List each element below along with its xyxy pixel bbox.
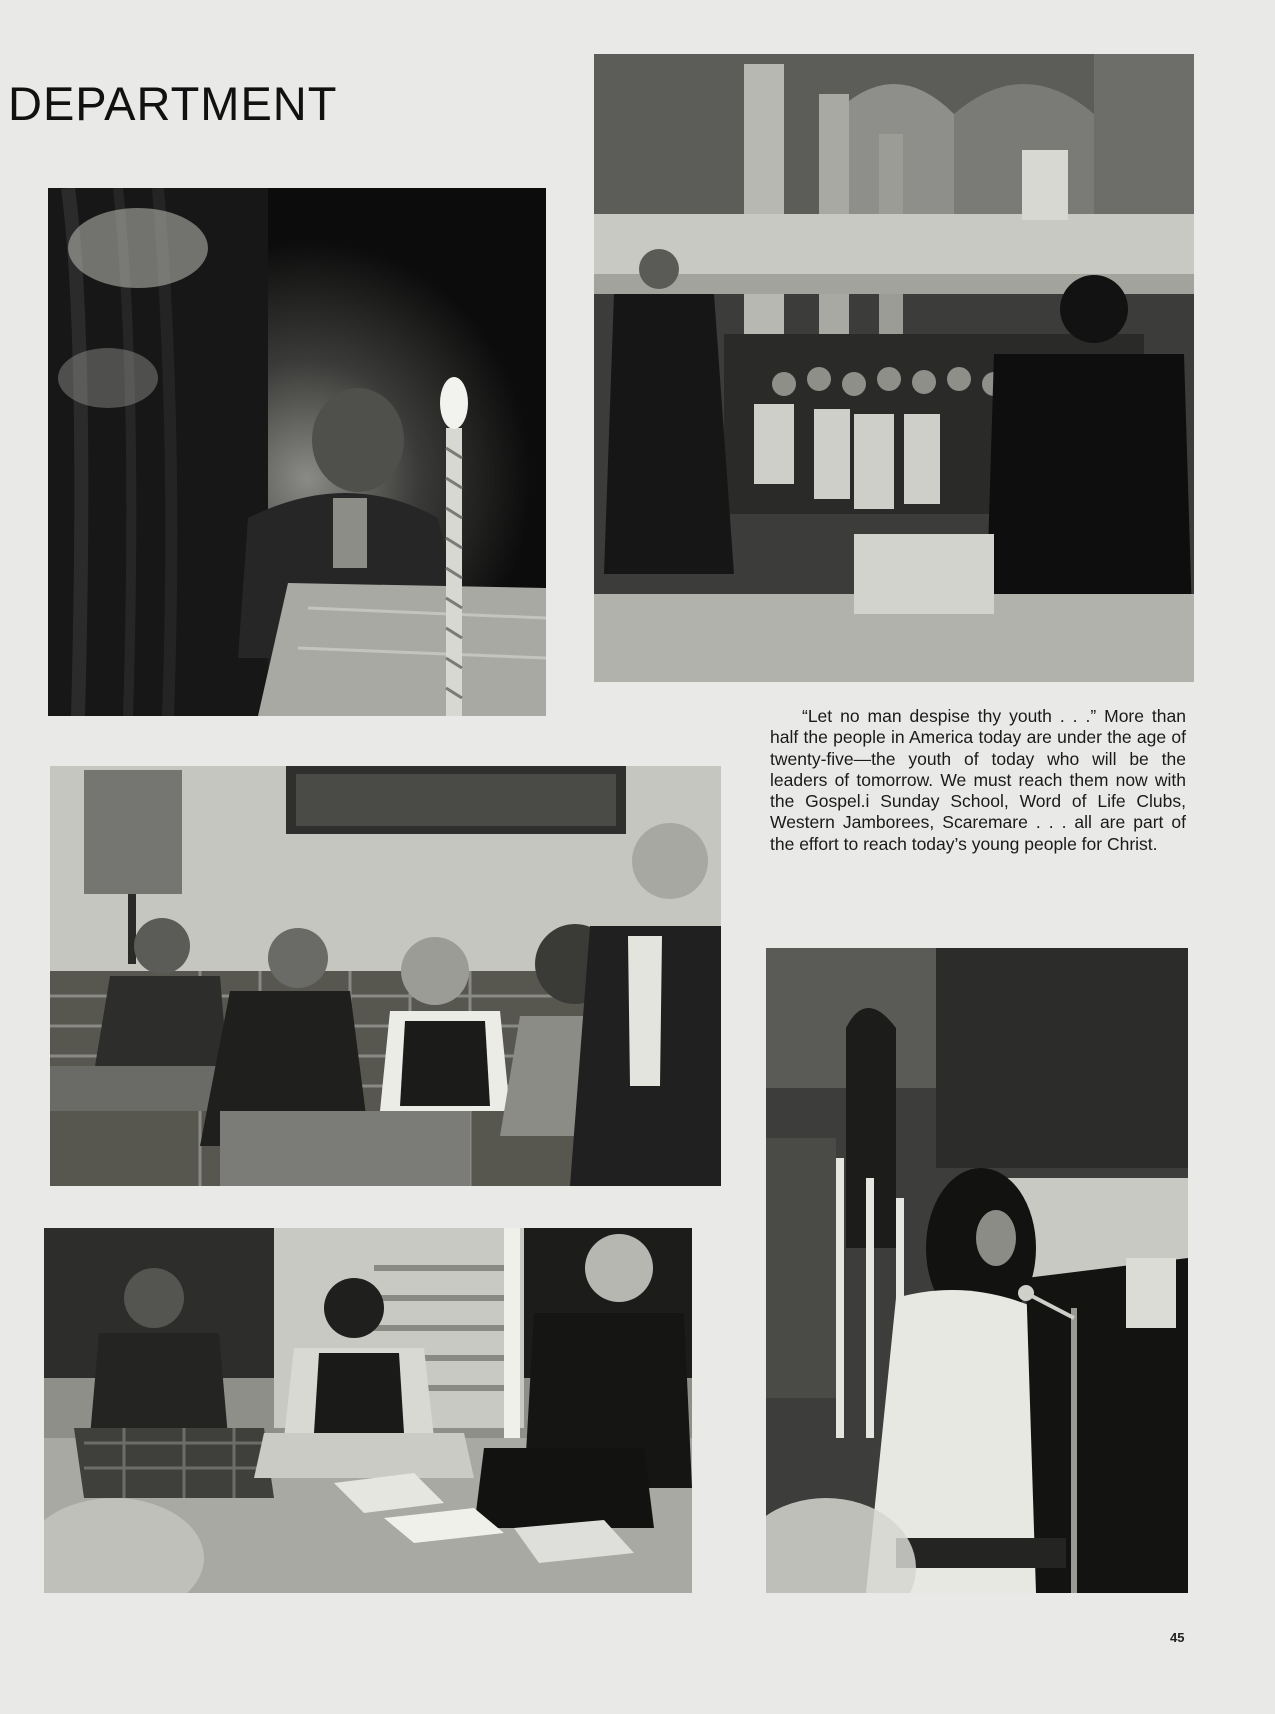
caption-text: “Let no man despise thy youth . . .” More than half the people in America today are under the age of twenty-five—the youth of today who will be the leaders of tomorrow. We must reach them now with the Gospel.i Sunday School, Word of Life Clubs, Western Jamborees, Scaremare . . . all are part of the effort to reach today’s young people for Christ. [770, 706, 1186, 854]
photo-group-on-couch [50, 766, 721, 1186]
photo-girl-at-piano [766, 948, 1188, 1593]
page-heading: DEPARTMENT [8, 77, 338, 130]
photo-candlelit-boy [48, 188, 546, 716]
page-number: 45 [1170, 1630, 1185, 1645]
photo-church-auditorium [594, 54, 1194, 682]
photo-group-on-floor [44, 1228, 692, 1593]
